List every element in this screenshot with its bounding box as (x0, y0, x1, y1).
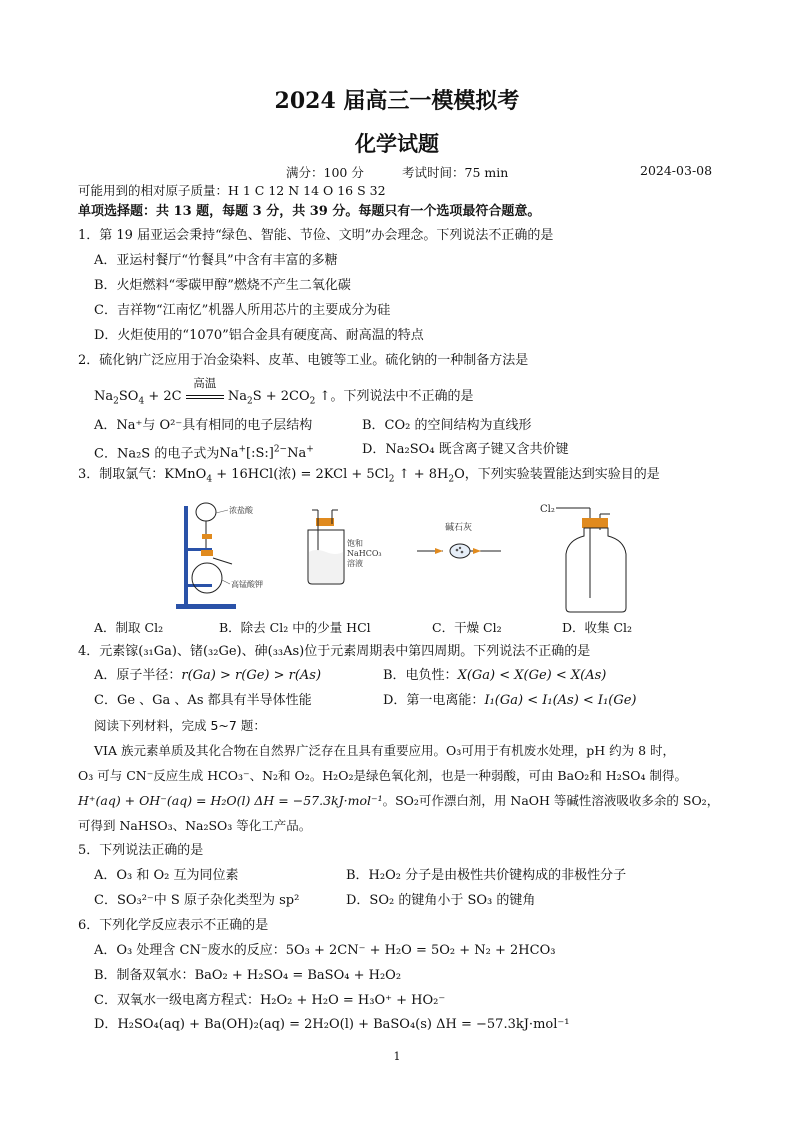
q5-option-a: A．O₃ 和 O₂ 互为同位素 (94, 868, 239, 883)
q3-equation: KMnO$_4$ + 16HCl(浓) = $2KCl + 5Cl_2$ ↑ + $8H_2O$ (164, 467, 465, 485)
q4-option-b: B．电负性：X(Ga) < X(Ge) < X(As) (383, 668, 607, 683)
q6-option-c: C．双氧水一级电离方程式：H₂O₂ + H₂O = H₃O⁺ + HO₂⁻ (94, 993, 446, 1008)
label-nahco3: 饱和 NaHCO₃ 溶液 (347, 539, 382, 568)
q4-stem: 4．元素镓(₃₁Ga)、锗(₃₂Ge)、砷(₃₃As)位于元素周期表中第四周期。下列说法不正确的是 (78, 644, 591, 659)
page-number: 1 (393, 1050, 401, 1063)
q3-option-c: C．干燥 Cl₂ (432, 620, 502, 635)
q2-option-a: A．Na⁺与 O²⁻具有相同的电子层结构 (94, 418, 313, 433)
q5-option-d: D．SO₂ 的键角小于 SO₃ 的键角 (346, 893, 536, 908)
q2-equation (94, 376, 474, 411)
q6-option-b: B．制备双氧水：BaO₂ + H₂SO₄ = BaSO₄ + H₂O₂ (94, 968, 402, 983)
q3-option-a: A．制取 Cl₂ (94, 620, 164, 635)
label-cl2: Cl₂ (540, 504, 555, 515)
exam-title: 2024 届高三一模模拟考 (274, 88, 520, 114)
q1-stem: 1．第 19 届亚运会秉持“绿色、智能、节俭、文明”办会理念。下列说法不正确的是 (78, 228, 554, 243)
exam-time: 考试时间：75 min (402, 165, 509, 180)
q4-option-c: C．Ge 、Ga 、As 都具有半导体性能 (94, 693, 312, 708)
q1-option-a: A．亚运村餐厅“竹餐具”中含有丰富的多糖 (94, 253, 338, 268)
q6-stem: 6．下列化学反应表示不正确的是 (78, 918, 269, 933)
q6-option-d: D．H₂SO₄(aq) + Ba(OH)₂(aq) = 2H₂O(l) + BaSO₄(s) ΔH = −57.3kJ·mol⁻¹ (94, 1017, 570, 1032)
q2-condition: 高温 (193, 376, 217, 390)
q2-equation-right: $Na_2S + 2CO_2$ ↑ (227, 389, 331, 407)
apparatus-a-figure (170, 492, 270, 610)
q2-equation-arrow (186, 376, 224, 406)
na2s-electron-formula: Na+[:S:]$^{2-}$Na+ (219, 445, 314, 462)
q1-option-c: C．吉祥物“江南忆”机器人所用芯片的主要成分为硅 (94, 303, 391, 318)
q2-option-d: D．Na₂SO₄ 既含离子键又含共价键 (362, 442, 569, 457)
q1-option-d: D．火炬使用的“1070”铝合金具有硬度高、耐高温的特点 (94, 328, 424, 343)
section-heading: 单项选择题：共 13 题，每题 3 分，共 39 分。每题只有一个选项最符合题意。 (78, 204, 541, 219)
full-score: 满分：100 分 (286, 165, 364, 180)
q2-tail: 。下列说法中不正确的是 (330, 389, 474, 404)
neutralization-equation: H⁺(aq) + OH⁻(aq) = H₂O(l) ΔH = −57.3kJ·mol⁻¹ (78, 793, 383, 808)
q3-stem: 3．制取氯气：KMnO$_4$ + 16HCl(浓) = $2KCl + 5Cl_2$ ↑ + $8H_2O$，下列实验装置能达到实验目的是 (78, 467, 660, 485)
label-kmno4: 高锰酸钾 (231, 580, 263, 589)
exam-subject: 化学试题 (355, 131, 439, 156)
q2-option-b: B．CO₂ 的空间结构为直线形 (362, 418, 532, 433)
reading-line-2: O₃ 可与 CN⁻反应生成 HCO₃⁻、N₂和 O₂。H₂O₂是绿色氧化剂，也是一种弱酸，可由 BaO₂和 H₂SO₄ 制得。 (78, 768, 688, 783)
q3-option-d: D．收集 Cl₂ (562, 620, 633, 635)
reading-line-1: VIA 族元素单质及其化合物在自然界广泛存在且具有重要应用。O₃可用于有机废水处理，pH 约为 8 时， (94, 743, 676, 758)
q2-equation-left: $Na_2SO_4 + 2C$ (94, 389, 182, 407)
q4-option-a: A．原子半径：r(Ga) > r(Ge) > r(As) (94, 668, 322, 683)
reading-line-4: 可得到 NaHSO₃、Na₂SO₃ 等化工产品。 (78, 818, 312, 833)
atomic-masses: 可能用到的相对原子质量：H 1 C 12 N 14 O 16 S 32 (78, 183, 386, 198)
label-conc-hcl: 浓盐酸 (229, 506, 253, 515)
q3-option-b: B．除去 Cl₂ 中的少量 HCl (219, 620, 371, 635)
q2-stem: 2．硫化钠广泛应用于冶金染料、皮革、电镀等工业。硫化钠的一种制备方法是 (78, 353, 529, 368)
label-soda-lime: 碱石灰 (445, 523, 473, 533)
q5-option-b: B．H₂O₂ 分子是由极性共价键构成的非极性分子 (346, 868, 627, 883)
apparatus-c-figure (415, 518, 505, 566)
exam-date: 2024-03-08 (640, 163, 713, 178)
q4-option-d: D．第一电离能：I₁(Ga) < I₁(As) < I₁(Ge) (383, 693, 637, 708)
reading-intro: 阅读下列材料，完成 5~7 题： (94, 718, 266, 733)
apparatus-b-figure (290, 508, 382, 594)
q5-option-c: C．SO₃²⁻中 S 原子杂化类型为 sp² (94, 893, 300, 908)
q6-option-a: A．O₃ 处理含 CN⁻废水的反应：5O₃ + 2CN⁻ + H₂O = 5O₂ + N₂ + 2HCO₃ (94, 943, 556, 958)
apparatus-d-figure (538, 498, 638, 616)
reading-line-3: H⁺(aq) + OH⁻(aq) = H₂O(l) ΔH = −57.3kJ·mol⁻¹。SO₂可作漂白剂，用 NaOH 等碱性溶液吸收多余的 SO₂， (78, 793, 720, 808)
q5-stem: 5．下列说法正确的是 (78, 843, 204, 858)
q1-option-b: B．火炬燃料“零碳甲醇”燃烧不产生二氧化碳 (94, 278, 351, 293)
q2-option-c: C．Na₂S 的电子式为Na+[:S:]$^{2-}$Na+ (94, 445, 314, 462)
